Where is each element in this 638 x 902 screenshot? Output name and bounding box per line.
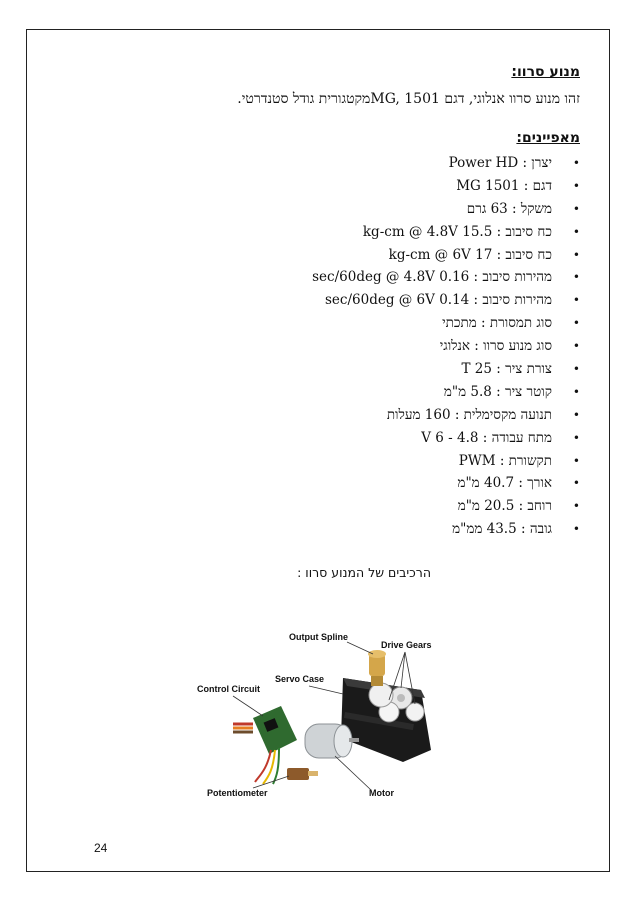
bullet-icon: • xyxy=(572,247,580,262)
potentiometer-image xyxy=(287,768,318,780)
spec-item-speed-6v: • מהירות סיבוב : 0.14 sec/60deg @ 6V xyxy=(60,289,580,312)
spec-item-length: • אורך : 40.7 מ"מ xyxy=(60,472,580,495)
spec-item-spline: • צורת ציר : 25 T xyxy=(60,358,580,381)
spec-item-height: • גובה : 43.5 ממ"מ xyxy=(60,518,580,541)
bullet-icon: • xyxy=(572,476,580,491)
bullet-icon: • xyxy=(572,316,580,331)
intro-paragraph: זהו מנוע סרוו אנלוגי, דגם MG, 1501מקטגורית גודל סטנדרטי. xyxy=(237,91,580,107)
spec-item-gear-type: • סוג תמסורת : מתכתי xyxy=(60,312,580,335)
spec-item-communication: • תקשורת : PWM xyxy=(60,450,580,473)
label-potentiometer: Potentiometer xyxy=(207,788,268,798)
bullet-icon: • xyxy=(572,224,580,239)
output-spline-image xyxy=(368,650,386,686)
bullet-icon: • xyxy=(572,384,580,399)
bullet-icon: • xyxy=(572,339,580,354)
servo-components-figure xyxy=(193,620,443,805)
components-caption: הרכיבים של המנוע סרוו : xyxy=(297,565,431,580)
label-control-circuit: Control Circuit xyxy=(197,684,260,694)
spec-item-torque-4v8: • כח סיבוב : 15.5 kg-cm @ 4.8V xyxy=(60,221,580,244)
servo-heading: מנוע סרוו: xyxy=(511,64,580,80)
spec-item-speed-4v8: • מהירות סיבוב : 0.16 sec/60deg @ 4.8V xyxy=(60,266,580,289)
spec-item-shaft-diameter: • קוטר ציר : 5.8 מ"מ xyxy=(60,381,580,404)
bullet-icon: • xyxy=(572,362,580,377)
spec-item-max-rotation: • תנועה מקסימלית : 160 מעלות xyxy=(60,404,580,427)
bullet-icon: • xyxy=(572,201,580,216)
bullet-icon: • xyxy=(572,156,580,170)
spec-item-weight: • משקל : 63 גרם xyxy=(60,198,580,221)
label-servo-case: Servo Case xyxy=(275,674,325,684)
spec-item-width: • רוחב : 20.5 מ"מ xyxy=(60,495,580,518)
spec-item-manufacturer: • יצרן : Power HD xyxy=(60,152,580,175)
spec-item-model: • דגם : MG 1501 xyxy=(60,175,580,198)
spec-list xyxy=(60,152,580,541)
spec-item-torque-6v: • כח סיבוב : 17 kg-cm @ 6V xyxy=(60,244,580,267)
label-output-spline: Output Spline xyxy=(289,632,348,642)
features-heading: מאפיינים: xyxy=(516,130,580,146)
label-drive-gears: Drive Gears xyxy=(381,640,432,650)
bullet-icon: • xyxy=(572,270,580,285)
bullet-icon: • xyxy=(572,522,580,537)
page-number: 24 xyxy=(94,841,108,855)
bullet-icon: • xyxy=(572,430,580,445)
bullet-icon: • xyxy=(572,293,580,308)
bullet-icon: • xyxy=(572,178,580,193)
label-motor: Motor xyxy=(369,788,394,798)
bullet-icon: • xyxy=(572,453,580,468)
spec-item-voltage: • מתח עבודה : 4.8 - 6 V xyxy=(60,427,580,450)
bullet-icon: • xyxy=(572,407,580,422)
bullet-icon: • xyxy=(572,499,580,514)
spec-item-servo-type: • סוג מנוע סרוו : אנלוגי xyxy=(60,335,580,358)
